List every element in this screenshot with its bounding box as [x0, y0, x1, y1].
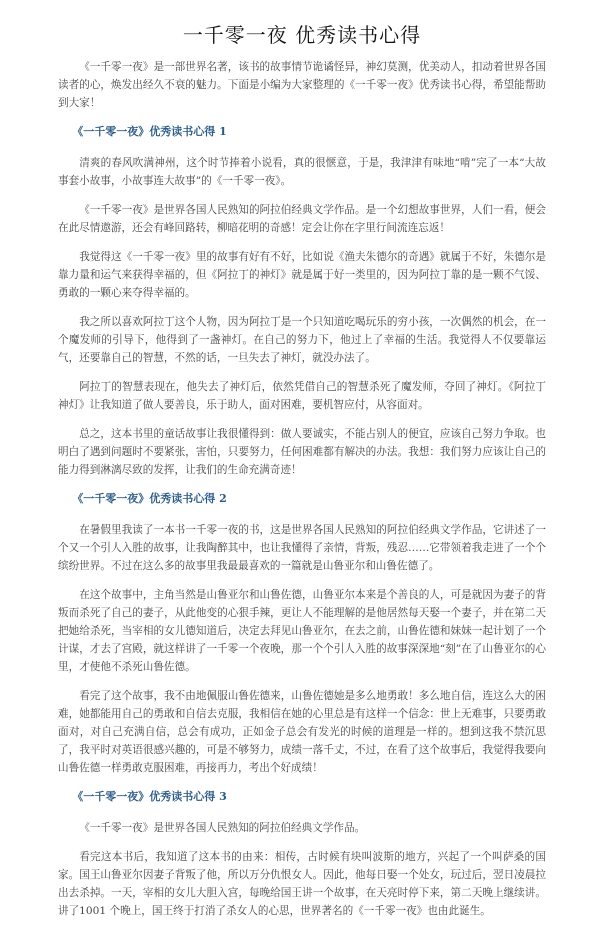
document-title: 一千零一夜 优秀读书心得: [182, 23, 422, 47]
intro-paragraph: 《一千零一夜》是一部世界名著，该书的故事情节诡谲怪异，神幻莫测，优美动人，扣动着世界各国读者的心，焕发出经久不衰的魅力。下面是小编为大家整理的《一千零一夜》优秀读书心得，希望能帮助到大家！: [58, 61, 546, 109]
paragraph: 清爽的春风吹满神州，这个时节捧着小说看，真的很惬意，于是，我津津有味地“啃”完了一本“大故事套小故事，小故事连大故事”的《一千零一夜》。: [58, 157, 546, 187]
paragraph: 《一千零一夜》是世界各国人民熟知的阿拉伯经典文学作品。是一个幻想故事世界，人们一看，便会在此尽情遨游，还会有峰回路转，柳暗花明的奇感！定会让你在字里行间流连忘返！: [58, 204, 546, 234]
paragraph: 我之所以喜欢阿拉丁这个人物，因为阿拉丁是一个只知道吃喝玩乐的穷小孩，一次偶然的机会，在一个魔发师的引导下，他得到了一盏神灯。在自己的努力下，他过上了幸福的生活。我觉得人不仅要靠运气，还要靠自己的智慧，不然的话，一旦失去了神灯，就没办法了。: [58, 316, 546, 364]
paragraph: 我觉得这《一千零一夜》里的故事有好有不好，比如说《渔夫朱德尔的奇遇》就属于不好，朱德尔是靠力量和运气来获得幸福的，但《阿拉丁的神灯》就是属于好一类里的，因为阿拉丁靠的是一颗不气馁、勇敢的一颗心来夺得幸福的。: [58, 251, 546, 299]
paragraph: 阿拉丁的智慧表现在，他失去了神灯后，依然凭借自己的智慧杀死了魔发师，夺回了神灯。《阿拉丁神灯》让我知道了做人要善良，乐于助人，面对困难，要机智应付，从容面对。: [58, 381, 546, 411]
section-heading-1: 《一千零一夜》优秀读书心得 1: [72, 125, 227, 138]
section-heading-2: 《一千零一夜》优秀读书心得 2: [72, 492, 227, 505]
paragraph: 看完这本书后，我知道了这本书的由来：相传，古时候有块叫波斯的地方，兴起了一个叫萨桑的国家。国王山鲁亚尔因妻子背叛了他，所以万分仇恨女人。因此，他每日娶一个处女，玩过后，翌日凌晨拉出去杀掉。一天，宰相的女儿大胆入宫，每晚给国王讲一个故事，在天亮时停下来，第二天晚上继续讲。讲了1001 个晚上，国王终于打消了杀女人的心思，世界著名的《一千零一夜》也由此诞生。: [58, 851, 546, 917]
paragraph: 看完了这个故事，我不由地佩服山鲁佐德来，山鲁佐德她是多么地勇敢！多么地自信，连这么大的困难，她都能用自己的勇敢和自信去克服，我相信在她的心里总是有这样一个信念：世上无难事，只要勇敢面对，对自己充满自信，总会有成功，正如金子总会有发光的时候的道理是一样的。想到这我不禁沉思了，我平时对英语很感兴趣的，可是不够努力，成绩一落千丈，不过，在看了这个故事后，我觉得我要向山鲁佐德一样勇敢克服困难，再接再力，考出个好成绩！: [58, 690, 546, 774]
document-page: [58, 0, 546, 931]
paragraph: 在这个故事中，主角当然是山鲁亚尔和山鲁佐德，山鲁亚尔本来是个善良的人，可是就因为妻子的背叛而杀死了自己的妻子，从此他变的心狠手辣，更让人不能理解的是他居然每天娶一个妻子，并在第二天把她给杀死，当宰相的女儿德知道后，决定去拜见山鲁亚尔，在去之前，山鲁佐德和妹妹一起计划了一个计谋，才去了宫殿，就这样讲了一千零一个夜晚，那一个个引人入胜的故事深深地“刻”在了山鲁亚尔的心里，才使他不杀死山鲁佐德。: [58, 589, 546, 673]
paragraph: 总之，这本书里的童话故事让我很懂得到：做人要诚实，不能占别人的便宜，应该自己努力争取。也明白了遇到问题时不要紧张，害怕，只要努力，任何困难都有解决的办法。我想：我们努力应该让自己的能力得到淋漓尽致的发挥，让我们的生命充满奇迹！: [58, 428, 546, 476]
paragraph: 《一千零一夜》是世界各国人民熟知的阿拉伯经典文学作品。: [79, 822, 366, 834]
paragraph: 在暑假里我读了一本书一千零一夜的书，这是世界各国人民熟知的阿拉伯经典文学作品，它讲述了一个又一个引人入胜的故事，让我陶醉其中，也让我懂得了亲情，背叛，残忍……它带领着我走进了一个个缤纷世界。不过在这么多的故事里我最最喜欢的一篇就是山鲁亚尔和山鲁佐德了。: [58, 524, 546, 572]
section-heading-3: 《一千零一夜》优秀读书心得 3: [72, 790, 227, 803]
